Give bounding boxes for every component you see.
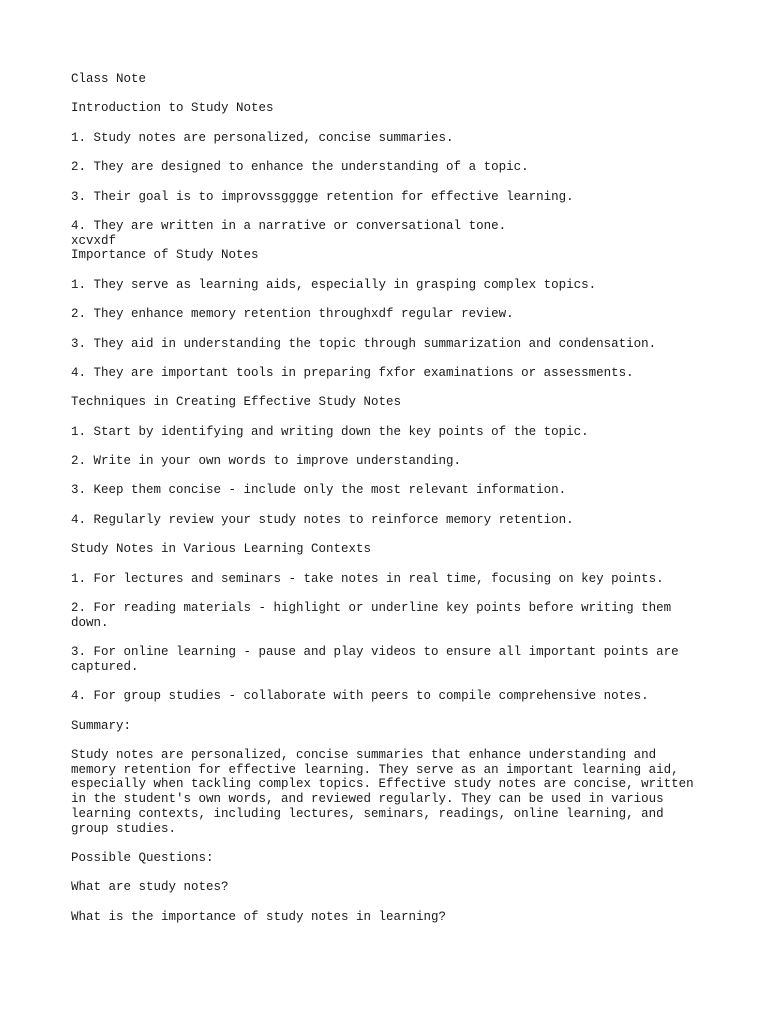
list-item: 1. For lectures and seminars - take notes in real time, focusing on key points. (71, 571, 664, 586)
list-item: 2. For reading materials - highlight or underline key points before writing them down. (71, 601, 672, 630)
list-item: 2. They enhance memory retention throughxdf regular review. (71, 307, 514, 322)
list-item: 4. For group studies - collaborate with peers to compile comprehensive notes. (71, 689, 649, 704)
stray-text: xcvxdf (71, 233, 117, 248)
summary-heading: Summary: (71, 718, 132, 733)
document-title: Class Note (71, 72, 147, 86)
list-item: 3. Keep them concise - include only the most relevant information. (71, 483, 567, 498)
list-item: 4. They are important tools in preparing fxfor examinations or assessments. (71, 365, 634, 380)
section-heading: Introduction to Study Notes (71, 101, 274, 116)
question-item: What is the importance of study notes in learning? (71, 909, 447, 924)
list-item: 2. They are designed to enhance the understanding of a topic. (71, 160, 529, 175)
section-heading: Study Notes in Various Learning Contexts (71, 542, 372, 557)
list-item: 4. Regularly review your study notes to reinforce memory retention. (71, 512, 574, 527)
summary-text: Study notes are personalized, concise summaries that enhance understanding and memory retention for effective learning. They serve as an important learning aid, especially when tackling complex topics. Effective study notes are concise, written in the student's own words, and reviewed regularly. They can be used in various learning contexts, including lectures, seminars, readings, online learning, and group studies. (71, 748, 694, 836)
list-item: 3. They aid in understanding the topic through summarization and condensation. (71, 336, 657, 351)
list-item: 1. Start by identifying and writing down the key points of the topic. (71, 424, 589, 439)
list-item: 1. Study notes are personalized, concise summaries. (71, 130, 454, 145)
list-item: 4. They are written in a narrative or conversational tone. (71, 218, 507, 233)
list-item: 1. They serve as learning aids, especially in grasping complex topics. (71, 277, 597, 292)
list-item: 3. For online learning - pause and play videos to ensure all important points are captured. (71, 645, 679, 674)
document-page (71, 72, 711, 924)
section-heading: Importance of Study Notes (71, 248, 259, 263)
list-item: 2. Write in your own words to improve understanding. (71, 454, 462, 469)
list-item: 3. Their goal is to improvssgggge retention for effective learning. (71, 189, 574, 204)
questions-heading: Possible Questions: (71, 850, 214, 865)
question-item: What are study notes? (71, 880, 229, 895)
section-heading: Techniques in Creating Effective Study Notes (71, 395, 402, 410)
